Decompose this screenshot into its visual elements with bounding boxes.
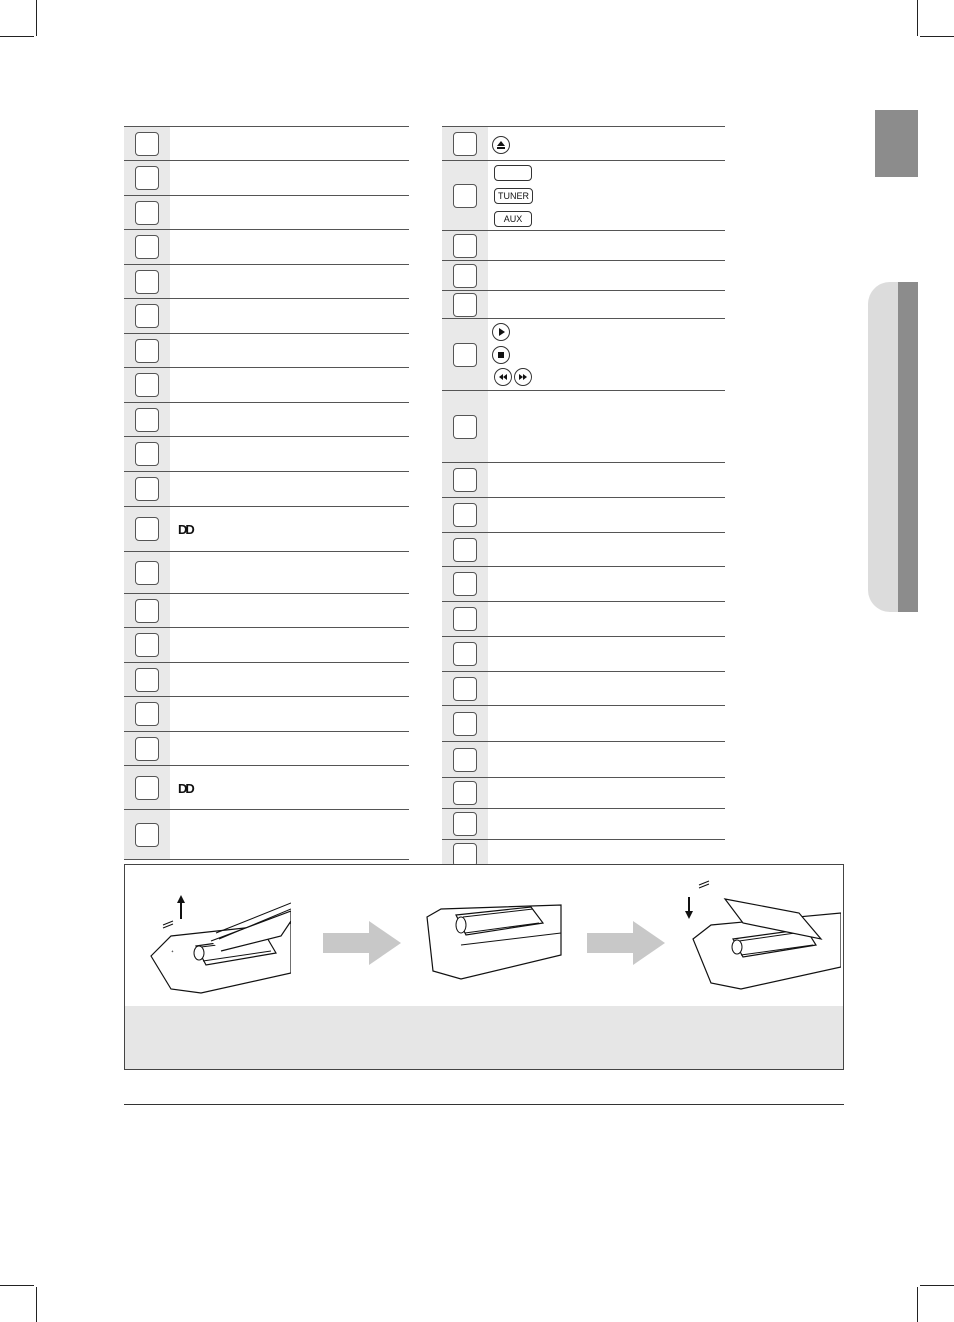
svg-text:ᐩ: ᐩ: [171, 950, 174, 957]
table-row: [124, 627, 409, 662]
table-row: [442, 390, 725, 462]
table-row: [124, 809, 409, 860]
number-box: [135, 823, 159, 847]
number-box: [135, 702, 159, 726]
stop-icon: [492, 346, 510, 364]
number-box: [135, 442, 159, 466]
table-row: [124, 506, 409, 551]
table-row: [442, 671, 725, 705]
number-box: [453, 343, 477, 367]
remote-buttons-table-left: [124, 126, 409, 860]
number-box: [135, 517, 159, 541]
table-row: [124, 471, 409, 506]
table-row: [442, 290, 725, 318]
number-box: [135, 477, 159, 501]
blank-source-button-label: [494, 165, 532, 181]
dolby-logo-icon: DD: [178, 522, 193, 537]
number-box: [453, 712, 477, 736]
number-box: [135, 201, 159, 225]
battery-installation-panel: [124, 864, 844, 1070]
table-row: [124, 551, 409, 593]
crop-mark: [0, 1285, 34, 1286]
number-box: [453, 264, 477, 288]
number-box: [135, 166, 159, 190]
crop-mark: [917, 0, 918, 36]
table-row: [442, 566, 725, 601]
remote-batteries-illustration: [421, 897, 571, 997]
number-box: [453, 503, 477, 527]
eject-icon: [492, 136, 510, 154]
number-box: [453, 415, 477, 439]
table-row: [124, 402, 409, 436]
table-row: [124, 195, 409, 229]
table-row: [442, 601, 725, 636]
table-row: [442, 636, 725, 671]
rewind-icon: [494, 368, 512, 386]
remote-open-cover-illustration: [141, 881, 291, 1001]
table-row: [124, 367, 409, 402]
number-box: [453, 607, 477, 631]
number-box: [453, 572, 477, 596]
number-box: [135, 776, 159, 800]
table-row: [442, 532, 725, 566]
tuner-button-label: TUNER: [494, 188, 533, 204]
number-box: [135, 561, 159, 585]
battery-instructions-caption: [125, 1006, 843, 1069]
number-box: [135, 737, 159, 761]
table-row: [442, 808, 725, 839]
table-row: [124, 731, 409, 765]
number-box: [453, 677, 477, 701]
number-box: [135, 132, 159, 156]
play-icon: [492, 323, 510, 341]
number-box: [135, 633, 159, 657]
crop-mark: [0, 36, 34, 37]
aux-button-label: AUX: [494, 211, 532, 227]
table-row: [442, 260, 725, 290]
number-box: [453, 132, 477, 156]
table-row: [124, 436, 409, 471]
table-row: [124, 696, 409, 731]
table-row: [124, 229, 409, 264]
number-box: [453, 642, 477, 666]
table-row: [124, 298, 409, 333]
number-box: [135, 270, 159, 294]
crop-mark: [36, 1287, 37, 1322]
number-box: [453, 748, 477, 772]
crop-mark: [920, 36, 954, 37]
number-box: [453, 538, 477, 562]
table-row: [124, 765, 409, 809]
table-row: [442, 230, 725, 260]
chapter-tab-dark: [875, 110, 918, 177]
dolby-logo-icon: DD: [178, 780, 193, 796]
page-divider: [124, 1104, 844, 1105]
number-box: [135, 304, 159, 328]
table-row: [124, 160, 409, 195]
number-box: [135, 339, 159, 363]
table-row: [442, 126, 725, 160]
number-box: [453, 184, 477, 208]
remote-close-cover-illustration: [681, 879, 841, 999]
fast-forward-icon: [514, 368, 532, 386]
table-row: [442, 462, 725, 497]
number-box: [135, 599, 159, 623]
table-row: [442, 741, 725, 777]
chapter-tab-strip: [898, 282, 918, 612]
number-box: [453, 234, 477, 258]
table-row: [124, 662, 409, 696]
next-step-arrow-icon: [323, 921, 401, 965]
table-row: [442, 160, 725, 230]
table-row: [442, 777, 725, 808]
table-row: [124, 593, 409, 627]
table-row: [124, 126, 409, 160]
number-box: [453, 812, 477, 836]
number-box: [453, 781, 477, 805]
next-step-arrow-icon: [587, 921, 665, 965]
table-row: [442, 318, 725, 390]
number-box: [135, 408, 159, 432]
crop-mark: [36, 0, 37, 36]
number-box: [453, 293, 477, 317]
remote-buttons-table-right: [442, 126, 725, 901]
number-box: [135, 668, 159, 692]
number-box: [453, 468, 477, 492]
crop-mark: [917, 1287, 918, 1322]
table-row: [124, 333, 409, 367]
table-row: [124, 264, 409, 298]
table-row: [442, 497, 725, 532]
chapter-tab-light: [868, 282, 898, 612]
table-row: [442, 705, 725, 741]
crop-mark: [920, 1285, 954, 1286]
number-box: [135, 373, 159, 397]
number-box: [135, 235, 159, 259]
